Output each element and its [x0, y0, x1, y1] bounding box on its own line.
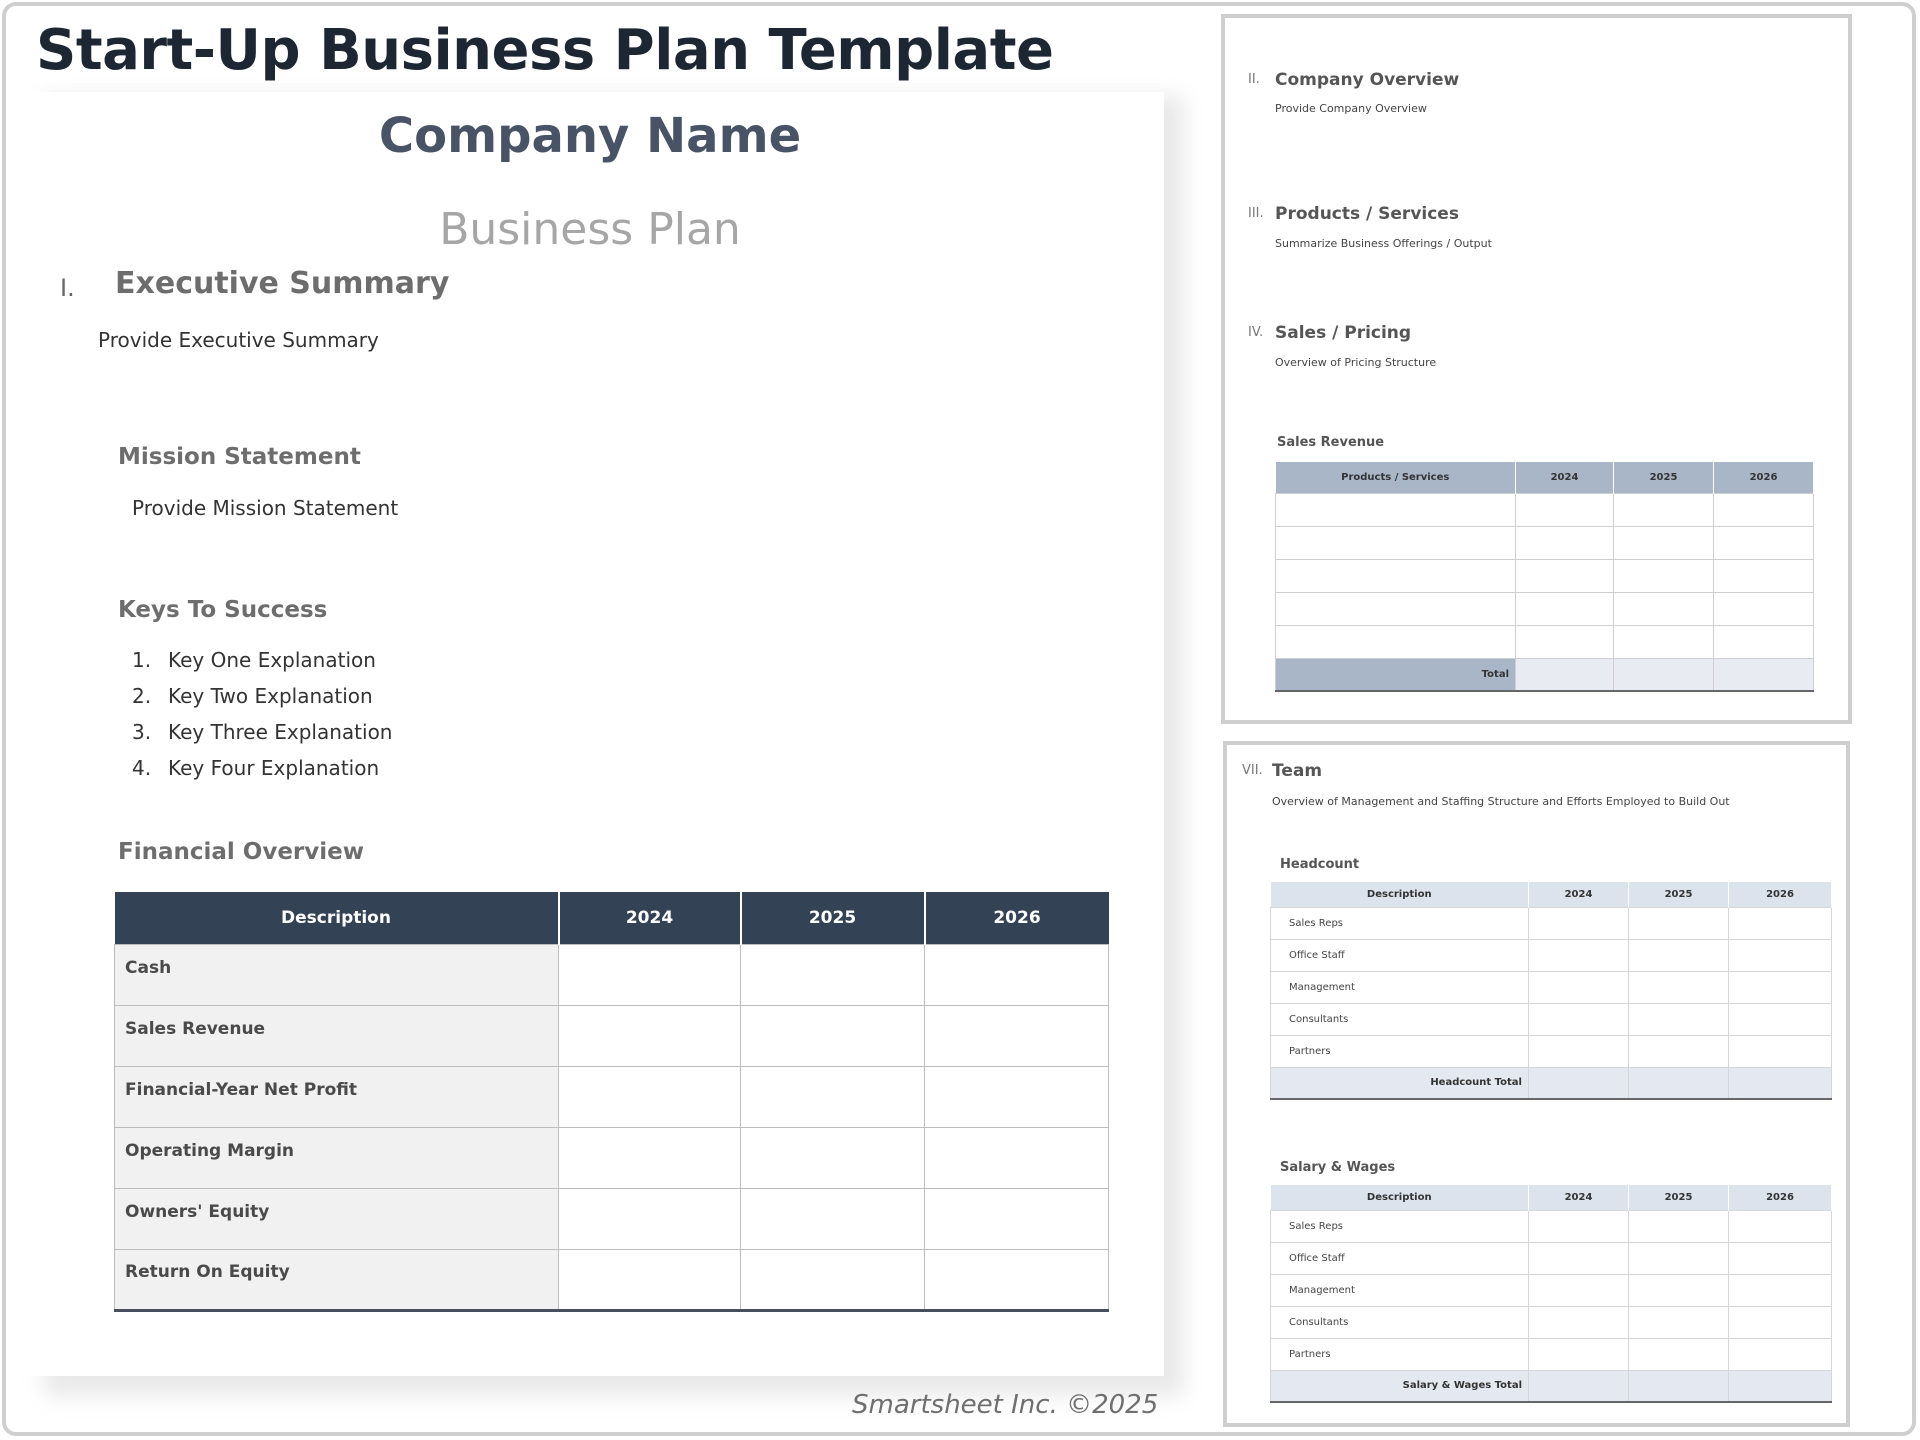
- list-item: [132, 720, 392, 756]
- total-row: [1271, 1067, 1832, 1099]
- column-header: 2024: [559, 892, 741, 944]
- table-cell[interactable]: [1629, 971, 1729, 1003]
- list-text: Key Two Explanation: [168, 684, 373, 708]
- table-row: [115, 944, 1109, 1005]
- table-cell[interactable]: [925, 944, 1109, 1005]
- table-cell[interactable]: [741, 1249, 925, 1310]
- table-row: [1271, 1003, 1832, 1035]
- table-cell[interactable]: [559, 1249, 741, 1310]
- column-header: 2024: [1529, 882, 1629, 907]
- table-cell[interactable]: [1529, 1274, 1629, 1306]
- table-row: [115, 1249, 1109, 1310]
- table-cell[interactable]: [559, 1066, 741, 1127]
- table-cell[interactable]: [925, 1127, 1109, 1188]
- section-number: III.: [1248, 206, 1264, 221]
- table-header-row: [1276, 462, 1814, 493]
- table-cell[interactable]: [1614, 592, 1714, 625]
- row-label: Management: [1271, 971, 1529, 1003]
- column-header: 2026: [1729, 882, 1832, 907]
- table-row: [1276, 592, 1814, 625]
- table-cell[interactable]: [1529, 1067, 1629, 1099]
- company-overview-heading: Company Overview: [1275, 70, 1460, 90]
- list-text: Key Four Explanation: [168, 756, 380, 780]
- row-label: Consultants: [1271, 1306, 1529, 1338]
- table-cell[interactable]: [925, 1005, 1109, 1066]
- table-cell[interactable]: [1529, 907, 1629, 939]
- table-cell[interactable]: [1714, 625, 1814, 658]
- list-item: [132, 756, 392, 792]
- table-cell[interactable]: [559, 1005, 741, 1066]
- row-label: Partners: [1271, 1035, 1529, 1067]
- row-label: Management: [1271, 1274, 1529, 1306]
- team-heading: Team: [1272, 761, 1323, 781]
- sales-revenue-title: Sales Revenue: [1277, 435, 1385, 450]
- table-cell[interactable]: [1529, 939, 1629, 971]
- business-plan-subtitle: Business Plan: [439, 204, 741, 255]
- table-cell[interactable]: [1516, 526, 1614, 559]
- table-cell[interactable]: [925, 1249, 1109, 1310]
- table-cell[interactable]: [1629, 1274, 1729, 1306]
- table-cell[interactable]: [1629, 1067, 1729, 1099]
- executive-summary-heading: Executive Summary: [115, 266, 450, 301]
- table-cell[interactable]: [1714, 658, 1814, 691]
- headcount-title: Headcount: [1280, 857, 1360, 872]
- table-row: [1276, 493, 1814, 526]
- table-cell[interactable]: [1516, 592, 1614, 625]
- row-label: Sales Reps: [1271, 907, 1529, 939]
- table-cell[interactable]: [559, 944, 741, 1005]
- keys-list: [132, 648, 392, 792]
- row-label: Owners' Equity: [115, 1188, 559, 1249]
- table-cell[interactable]: [1714, 592, 1814, 625]
- sales-pricing-text: Overview of Pricing Structure: [1275, 356, 1437, 369]
- table-cell[interactable]: [1729, 971, 1832, 1003]
- column-header: 2026: [1729, 1185, 1832, 1210]
- table-cell[interactable]: [1729, 907, 1832, 939]
- table-row: [1271, 1242, 1832, 1274]
- row-label: Operating Margin: [115, 1127, 559, 1188]
- row-label: Cash: [115, 944, 559, 1005]
- table-cell[interactable]: [1516, 625, 1614, 658]
- table-cell[interactable]: [1529, 1210, 1629, 1242]
- table-cell[interactable]: [1276, 625, 1516, 658]
- page-thumbnail-2: [1223, 741, 1850, 1427]
- mission-text: Provide Mission Statement: [132, 496, 399, 520]
- column-header: 2025: [1629, 882, 1729, 907]
- column-header: 2026: [1714, 462, 1814, 493]
- column-header: 2025: [1629, 1185, 1729, 1210]
- list-number: 3.: [132, 720, 152, 744]
- table-cell[interactable]: [1516, 658, 1614, 691]
- section-number: IV.: [1248, 325, 1264, 340]
- column-header: Description: [1271, 1185, 1529, 1210]
- table-row: [1271, 1274, 1832, 1306]
- salary-title: Salary & Wages: [1280, 1160, 1396, 1175]
- team-text: Overview of Management and Staffing Structure and Efforts Employed to Build Out: [1272, 795, 1730, 808]
- table-cell[interactable]: [1529, 1242, 1629, 1274]
- salary-table: [1270, 1185, 1832, 1403]
- table-cell[interactable]: [1516, 559, 1614, 592]
- total-row: [1276, 658, 1814, 691]
- table-cell[interactable]: [1629, 1242, 1729, 1274]
- mission-heading: Mission Statement: [118, 444, 361, 470]
- row-label: Office Staff: [1271, 1242, 1529, 1274]
- list-number: 4.: [132, 756, 152, 780]
- table-row: [115, 1188, 1109, 1249]
- sales-pricing-heading: Sales / Pricing: [1275, 323, 1412, 343]
- section-number: II.: [1248, 72, 1260, 87]
- table-cell[interactable]: [1614, 526, 1714, 559]
- copyright-footer: Smartsheet Inc. ©2025: [852, 1390, 1159, 1420]
- table-cell[interactable]: [1529, 1338, 1629, 1370]
- row-label: Sales Reps: [1271, 1210, 1529, 1242]
- table-cell[interactable]: [925, 1066, 1109, 1127]
- table-row: [1271, 1306, 1832, 1338]
- table-cell[interactable]: [1276, 592, 1516, 625]
- table-cell[interactable]: [1614, 559, 1714, 592]
- table-cell[interactable]: [741, 1188, 925, 1249]
- total-label: Headcount Total: [1271, 1067, 1529, 1099]
- column-header: Description: [115, 892, 559, 944]
- column-header: 2025: [1614, 462, 1714, 493]
- total-label: Total: [1276, 658, 1516, 691]
- table-row: [115, 1127, 1109, 1188]
- table-cell[interactable]: [1629, 1306, 1729, 1338]
- table-row: [1271, 907, 1832, 939]
- row-label: Partners: [1271, 1338, 1529, 1370]
- page-thumbnail-1: [1221, 14, 1852, 724]
- table-header-row: [115, 892, 1109, 944]
- table-cell[interactable]: [1729, 1338, 1832, 1370]
- column-header: Products / Services: [1276, 462, 1516, 493]
- table-cell[interactable]: [925, 1188, 1109, 1249]
- table-cell[interactable]: [1276, 559, 1516, 592]
- table-cell[interactable]: [1614, 625, 1714, 658]
- table-header-row: [1271, 1185, 1832, 1210]
- row-label: Office Staff: [1271, 939, 1529, 971]
- table-cell[interactable]: [1629, 1338, 1729, 1370]
- row-label: Financial-Year Net Profit: [115, 1066, 559, 1127]
- table-cell[interactable]: [1729, 1274, 1832, 1306]
- table-cell[interactable]: [1276, 526, 1516, 559]
- table-cell[interactable]: [1614, 493, 1714, 526]
- list-text: Key Three Explanation: [168, 720, 393, 744]
- table-cell[interactable]: [1729, 1370, 1832, 1402]
- table-row: [115, 1066, 1109, 1127]
- column-header: 2025: [741, 892, 925, 944]
- list-number: 1.: [132, 648, 152, 672]
- table-cell[interactable]: [1714, 493, 1814, 526]
- row-label: Consultants: [1271, 1003, 1529, 1035]
- table-cell[interactable]: [1529, 971, 1629, 1003]
- column-header: 2024: [1529, 1185, 1629, 1210]
- table-cell[interactable]: [741, 944, 925, 1005]
- table-row: [1276, 559, 1814, 592]
- table-cell[interactable]: [1629, 1370, 1729, 1402]
- table-cell[interactable]: [1729, 1210, 1832, 1242]
- table-cell[interactable]: [559, 1127, 741, 1188]
- table-row: [1271, 971, 1832, 1003]
- executive-summary-text: Provide Executive Summary: [98, 328, 379, 352]
- table-row: [1271, 1210, 1832, 1242]
- table-cell[interactable]: [559, 1188, 741, 1249]
- list-number: 2.: [132, 684, 152, 708]
- column-header: 2026: [925, 892, 1109, 944]
- table-cell[interactable]: [741, 1005, 925, 1066]
- company-name: Company Name: [378, 108, 802, 164]
- table-header-row: [1271, 882, 1832, 907]
- table-cell[interactable]: [1529, 1035, 1629, 1067]
- table-cell[interactable]: [1629, 1003, 1729, 1035]
- column-header: 2024: [1516, 462, 1614, 493]
- table-cell[interactable]: [1276, 493, 1516, 526]
- sales-revenue-table: [1275, 462, 1814, 692]
- table-cell[interactable]: [1529, 1370, 1629, 1402]
- financial-table: [114, 892, 1109, 1312]
- table-cell[interactable]: [1614, 658, 1714, 691]
- row-label: Return On Equity: [115, 1249, 559, 1310]
- table-cell[interactable]: [1714, 526, 1814, 559]
- table-row: [1271, 1035, 1832, 1067]
- total-label: Salary & Wages Total: [1271, 1370, 1529, 1402]
- table-cell[interactable]: [1714, 559, 1814, 592]
- list-text: Key One Explanation: [168, 648, 376, 672]
- table-cell[interactable]: [1729, 939, 1832, 971]
- table-cell[interactable]: [1729, 1003, 1832, 1035]
- table-cell[interactable]: [1529, 1306, 1629, 1338]
- section-number: VII.: [1242, 763, 1263, 778]
- column-header: Description: [1271, 882, 1529, 907]
- table-cell[interactable]: [1629, 1035, 1729, 1067]
- headcount-table: [1270, 882, 1832, 1100]
- table-cell[interactable]: [1729, 1306, 1832, 1338]
- section-number: I.: [60, 274, 75, 302]
- page-title: Start-Up Business Plan Template: [36, 18, 1054, 83]
- keys-heading: Keys To Success: [118, 597, 328, 623]
- table-cell[interactable]: [1629, 939, 1729, 971]
- table-cell[interactable]: [741, 1066, 925, 1127]
- table-row: [115, 1005, 1109, 1066]
- table-row: [1276, 625, 1814, 658]
- table-cell[interactable]: [1729, 1242, 1832, 1274]
- products-heading: Products / Services: [1275, 204, 1459, 224]
- table-cell[interactable]: [1729, 1035, 1832, 1067]
- table-row: [1276, 526, 1814, 559]
- row-label: Sales Revenue: [115, 1005, 559, 1066]
- company-overview-text: Provide Company Overview: [1275, 102, 1427, 115]
- total-row: [1271, 1370, 1832, 1402]
- list-item: [132, 684, 392, 720]
- table-cell[interactable]: [1629, 1210, 1729, 1242]
- table-cell[interactable]: [1516, 493, 1614, 526]
- table-cell[interactable]: [1629, 907, 1729, 939]
- table-row: [1271, 1338, 1832, 1370]
- table-cell[interactable]: [1529, 1003, 1629, 1035]
- list-item: [132, 648, 392, 684]
- table-row: [1271, 939, 1832, 971]
- products-text: Summarize Business Offerings / Output: [1275, 237, 1492, 250]
- table-cell[interactable]: [741, 1127, 925, 1188]
- financial-heading: Financial Overview: [118, 839, 365, 865]
- table-cell[interactable]: [1729, 1067, 1832, 1099]
